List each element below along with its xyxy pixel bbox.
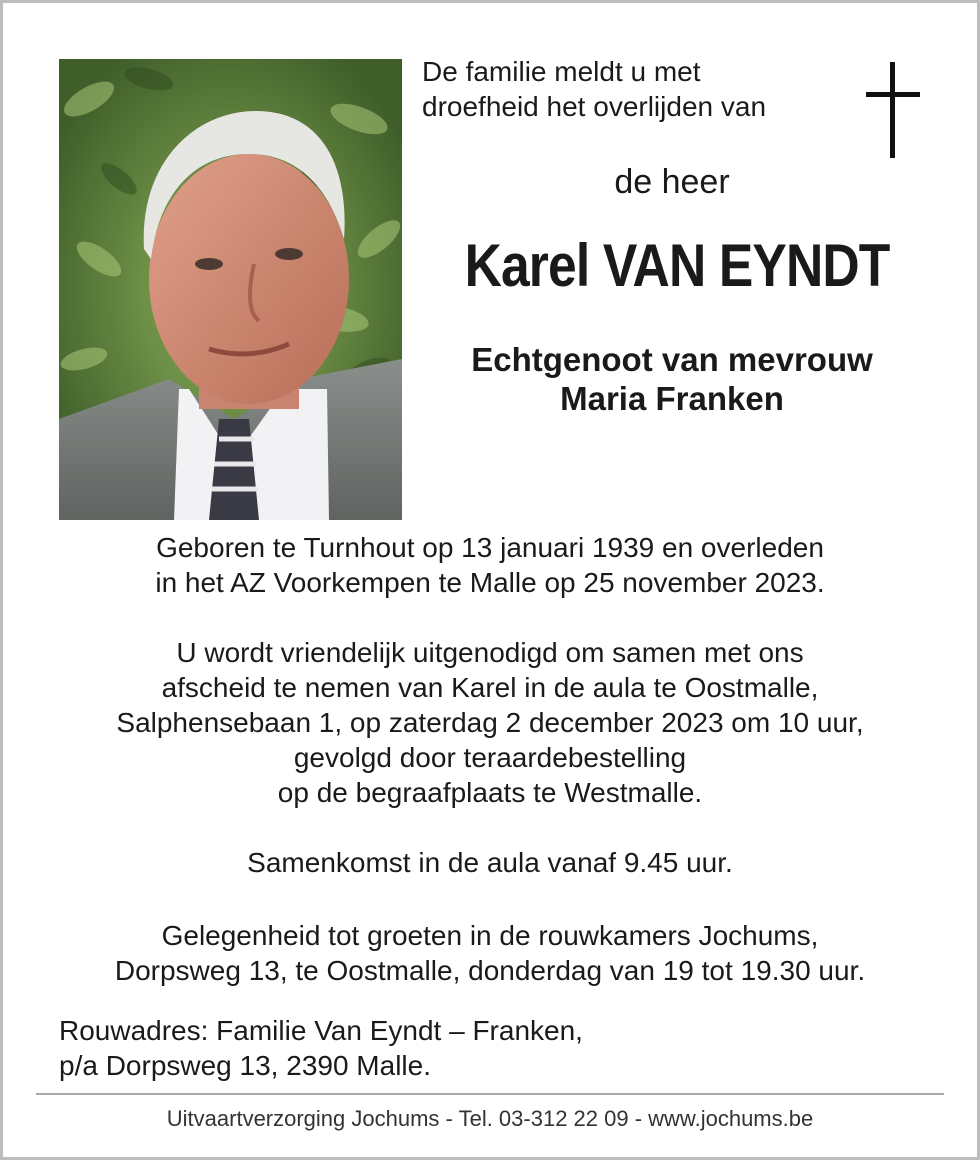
spouse-line-1: Echtgenoot van mevrouw	[471, 341, 873, 378]
footer-divider	[36, 1093, 944, 1095]
honorific: de heer	[614, 163, 730, 201]
cross-icon	[862, 62, 924, 160]
invitation-paragraph	[20, 635, 960, 810]
invitation-line-3: Salphensebaan 1, op zaterdag 2 december 2023 om 10 uur,	[116, 707, 864, 738]
birth-death-line-1: Geboren te Turnhout op 13 januari 1939 en overleden	[156, 532, 824, 563]
deceased-name: Karel VAN EYNDT	[464, 232, 890, 299]
visitation-paragraph	[20, 918, 960, 988]
birth-death-line-2: in het AZ Voorkempen te Malle op 25 november 2023.	[155, 567, 825, 598]
gathering-paragraph	[20, 845, 960, 880]
spouse-text	[412, 340, 932, 418]
invitation-line-1: U wordt vriendelijk uitgenodigd om samen met ons	[176, 637, 804, 668]
portrait-photo	[59, 59, 402, 520]
intro-line-1: De familie meldt u met	[422, 56, 701, 87]
visitation-line-1: Gelegenheid tot groeten in de rouwkamers Jochums,	[161, 920, 819, 951]
invitation-line-5: op de begraafplaats te Westmalle.	[277, 777, 703, 808]
invitation-line-4: gevolgd door teraardebestelling	[293, 742, 687, 773]
birth-death-paragraph	[20, 530, 960, 600]
intro-line-2: droefheid het overlijden van	[422, 91, 767, 122]
intro-text	[422, 54, 842, 124]
funeral-home-footer: Uitvaartverzorging Jochums - Tel. 03-312 22 09 - www.jochums.be	[166, 1106, 814, 1131]
spouse-line-2: Maria Franken	[560, 380, 784, 417]
address-line-2: p/a Dorpsweg 13, 2390 Malle.	[59, 1050, 431, 1081]
gathering-line: Samenkomst in de aula vanaf 9.45 uur.	[247, 847, 733, 878]
visitation-line-2: Dorpsweg 13, te Oostmalle, donderdag van 19 tot 19.30 uur.	[114, 955, 866, 986]
invitation-line-2: afscheid te nemen van Karel in de aula te Oostmalle,	[161, 672, 819, 703]
mourning-address	[59, 1013, 759, 1083]
address-line-1: Rouwadres: Familie Van Eyndt – Franken,	[59, 1015, 583, 1046]
